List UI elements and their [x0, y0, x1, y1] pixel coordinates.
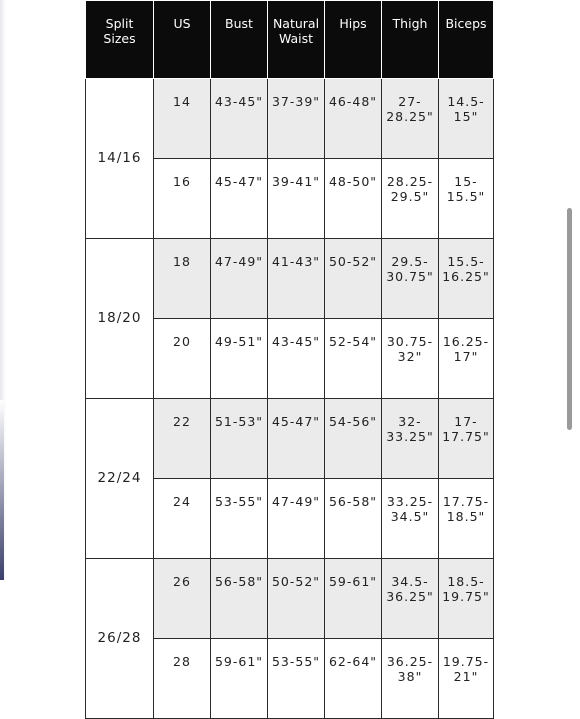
thigh-cell: 33.25- 34.5" — [382, 479, 439, 559]
split-size-cell: 18/20 — [86, 239, 154, 399]
waist-cell: 43-45" — [268, 319, 325, 399]
hips-cell: 52-54" — [325, 319, 382, 399]
header-us: US — [154, 1, 211, 79]
us-size-cell: 14 — [154, 79, 211, 159]
biceps-cell: 18.5- 19.75" — [439, 559, 494, 639]
bust-cell: 43-45" — [211, 79, 268, 159]
biceps-cell: 14.5-15" — [439, 79, 494, 159]
thigh-cell: 32- 33.25" — [382, 399, 439, 479]
thigh-cell: 28.25- 29.5" — [382, 159, 439, 239]
waist-cell: 41-43" — [268, 239, 325, 319]
bust-cell: 59-61" — [211, 639, 268, 719]
thigh-cell: 27- 28.25" — [382, 79, 439, 159]
header-hips: Hips — [325, 1, 382, 79]
header-bust: Bust — [211, 1, 268, 79]
us-size-cell: 28 — [154, 639, 211, 719]
biceps-cell: 16.25- 17" — [439, 319, 494, 399]
biceps-cell: 19.75- 21" — [439, 639, 494, 719]
hips-cell: 50-52" — [325, 239, 382, 319]
waist-cell: 47-49" — [268, 479, 325, 559]
hips-cell: 62-64" — [325, 639, 382, 719]
waist-cell: 50-52" — [268, 559, 325, 639]
header-natural-waist: Natural Waist — [268, 1, 325, 79]
us-size-cell: 18 — [154, 239, 211, 319]
thigh-cell: 30.75- 32" — [382, 319, 439, 399]
hips-cell: 59-61" — [325, 559, 382, 639]
split-size-cell: 14/16 — [86, 79, 154, 239]
header-split-sizes: Split Sizes — [86, 1, 154, 79]
bust-cell: 45-47" — [211, 159, 268, 239]
header-biceps: Biceps — [439, 1, 494, 79]
header-thigh: Thigh — [382, 1, 439, 79]
waist-cell: 45-47" — [268, 399, 325, 479]
left-edge-background — [0, 400, 4, 580]
split-size-cell: 22/24 — [86, 399, 154, 559]
header-row — [86, 1, 494, 79]
split-size-cell: 26/28 — [86, 559, 154, 719]
us-size-cell: 22 — [154, 399, 211, 479]
size-chart-table — [85, 0, 494, 719]
thigh-cell: 29.5- 30.75" — [382, 239, 439, 319]
biceps-cell: 15.5- 16.25" — [439, 239, 494, 319]
hips-cell: 48-50" — [325, 159, 382, 239]
us-size-cell: 26 — [154, 559, 211, 639]
hips-cell: 46-48" — [325, 79, 382, 159]
us-size-cell: 16 — [154, 159, 211, 239]
hips-cell: 54-56" — [325, 399, 382, 479]
table-row — [86, 79, 494, 159]
waist-cell: 37-39" — [268, 79, 325, 159]
us-size-cell: 20 — [154, 319, 211, 399]
table-row — [86, 559, 494, 639]
waist-cell: 39-41" — [268, 159, 325, 239]
waist-cell: 53-55" — [268, 639, 325, 719]
bust-cell: 53-55" — [211, 479, 268, 559]
biceps-cell: 17- 17.75" — [439, 399, 494, 479]
table-row — [86, 239, 494, 319]
biceps-cell: 17.75- 18.5" — [439, 479, 494, 559]
biceps-cell: 15-15.5" — [439, 159, 494, 239]
vertical-scrollbar[interactable] — [567, 208, 572, 430]
bust-cell: 49-51" — [211, 319, 268, 399]
table-row — [86, 399, 494, 479]
thigh-cell: 36.25- 38" — [382, 639, 439, 719]
thigh-cell: 34.5- 36.25" — [382, 559, 439, 639]
bust-cell: 51-53" — [211, 399, 268, 479]
hips-cell: 56-58" — [325, 479, 382, 559]
bust-cell: 56-58" — [211, 559, 268, 639]
bust-cell: 47-49" — [211, 239, 268, 319]
us-size-cell: 24 — [154, 479, 211, 559]
